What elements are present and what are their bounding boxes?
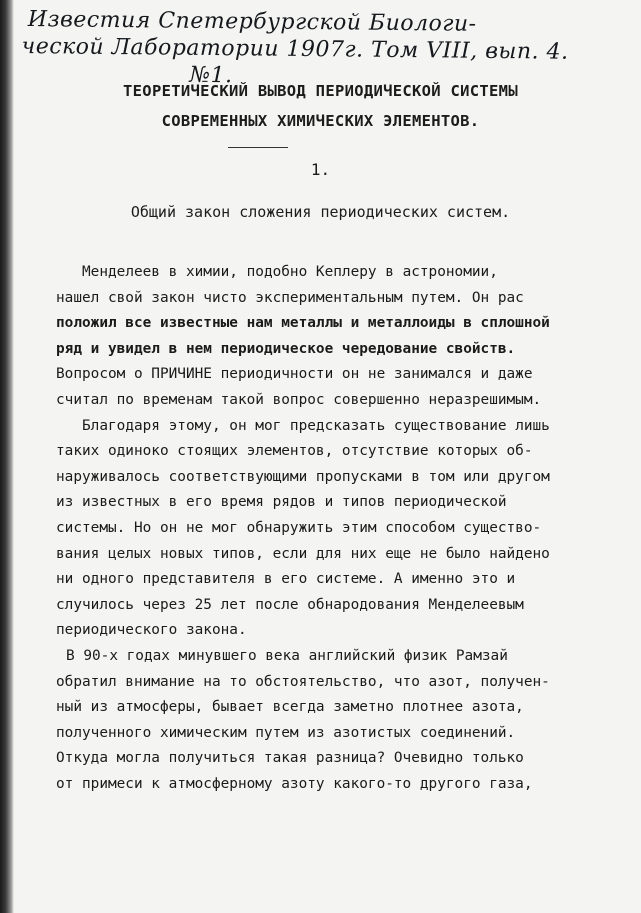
body-line: полученного химическим путем из азотистых соединений. (56, 724, 516, 741)
body-line: В 90-х годах минувшего века английский физик Рамзай (66, 647, 508, 664)
scan-edge-shadow (0, 0, 14, 913)
title-divider (228, 147, 288, 148)
body-line: вания целых новых типов, если для них еще не было найдено (56, 545, 550, 562)
body-line: Вопросом о ПРИЧИНЕ периодичности он не занимался и даже (56, 366, 533, 383)
handwritten-line: ческой Лаборатории 1907г. Том VIII, вып. 4. (21, 33, 569, 65)
body-line: Откуда могла получиться такая разница? Очевидно только (56, 750, 524, 767)
handwritten-line: Известия Спетербургской Биологи- (27, 7, 477, 37)
body-line: считал по временам такой вопрос совершенно неразрешимым. (56, 391, 542, 408)
body-line: от примеси к атмосферному азоту какого-то другого газа, (56, 775, 533, 792)
body-line: таких одиноко стоящих элементов, отсутствие которых об- (56, 443, 533, 460)
body-line: из известных в его время рядов и типов периодической (56, 494, 507, 511)
handwritten-citation (21, 6, 632, 93)
body-line: Менделеев в химии, подобно Кеплеру в астрономии, (82, 264, 498, 280)
body-line: ный из атмосферы, бывает всегда заметно плотнее азота, (56, 699, 524, 716)
section-number: 1. (310, 160, 331, 179)
body-text (56, 260, 636, 797)
body-line: периодического закона. (56, 622, 247, 639)
body-line: нашел свой закон чисто экспериментальным путем. Он рас (56, 289, 524, 306)
body-line: наруживалось соответствующими пропусками в том или другом (56, 468, 550, 485)
body-line: системы. Но он не мог обнаружить этим способом существо- (56, 519, 542, 536)
handwritten-line: №1. (189, 62, 233, 89)
document-title-line-2: СОВРЕМЕННЫХ ХИМИЧЕСКИХ ЭЛЕМЕНТОВ. (161, 112, 480, 130)
body-line: положил все известные нам металлы и металлоиды в сплошной (56, 315, 550, 332)
body-line: ряд и увидел в нем периодическое чередование свойств. (56, 340, 516, 357)
body-line: случилось через 25 лет после обнародования Менделеевым (56, 596, 524, 613)
body-line: Благодаря этому, он мог предсказать существование лишь (82, 417, 550, 434)
body-line: обратил внимание на то обстоятельство, что азот, получен- (56, 673, 550, 690)
section-subtitle: Общий закон сложения периодических систем. (130, 203, 511, 221)
body-line: ни одного представителя в его системе. А именно это и (56, 571, 516, 588)
document-title-line-1: ТЕОРЕТИЧЕСКИЙ ВЫВОД ПЕРИОДИЧЕСКОЙ СИСТЕМЫ (123, 82, 518, 100)
